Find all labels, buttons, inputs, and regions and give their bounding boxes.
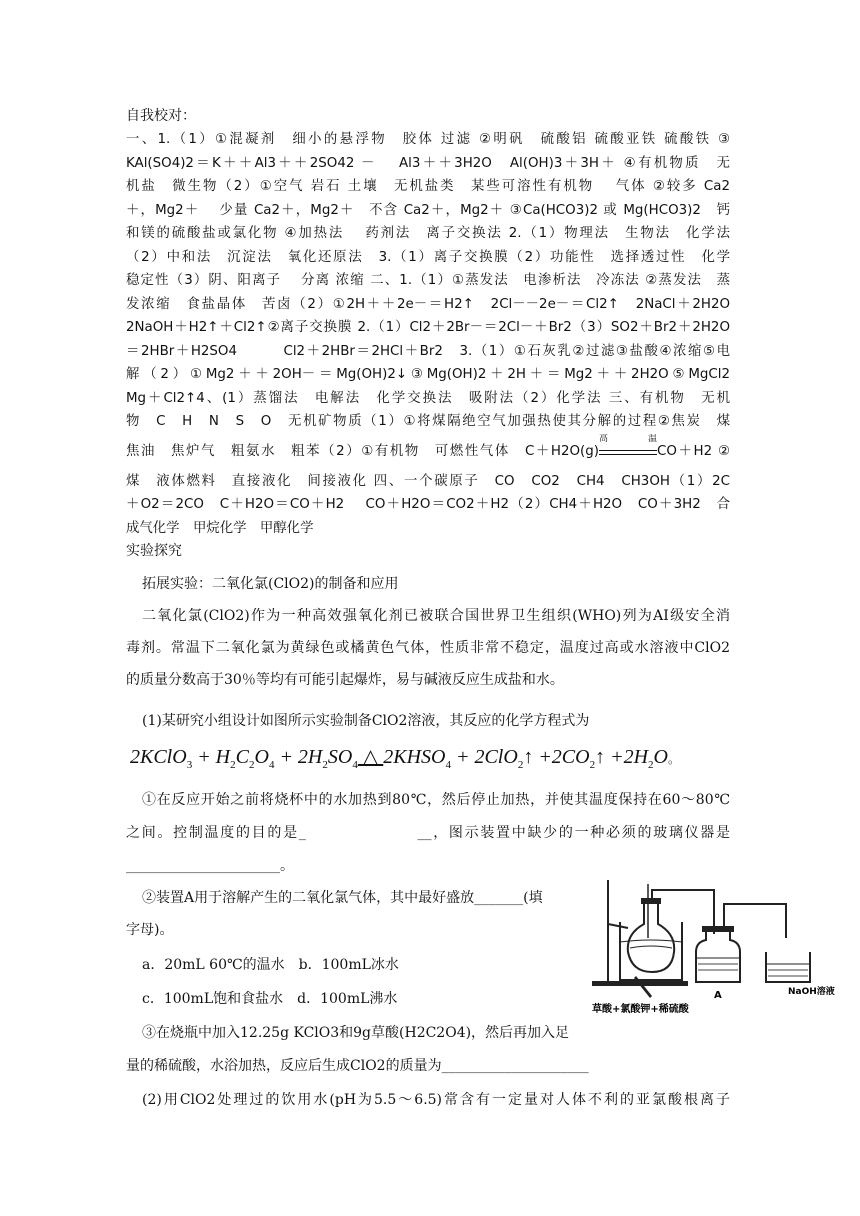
intro-line: 毒剂。常温下二氧化氯为黄绿色或橘黄色气体，性质非常不稳定，温度过高或水溶液中ClO2 xyxy=(126,640,730,656)
answer-line-equation xyxy=(126,434,730,470)
answer-key-heading: 自我校对： xyxy=(126,108,196,124)
question-1a-line: ______________________。 xyxy=(126,858,294,874)
answer-line: 一、1.（1）①混凝剂 细小的悬浮物 胶体 过滤 ②明矾 硫酸铝 硫酸亚铁 硫酸铁 ③ xyxy=(126,132,730,147)
answer-line: 机盐 微生物（2）①空气 岩石 土壤 无机盐类 某些可溶性有机物 气体 ②较多 Ca2 xyxy=(126,179,730,194)
question-2-line: (2)用ClO2处理过的饮用水(pH为5.5～6.5)常含有一定量对人体不利的亚氯酸根离子 xyxy=(142,1092,730,1108)
intro-line: 的质量分数高于30％等均有可能引起爆炸，易与碱液反应生成盐和水。 xyxy=(126,672,564,688)
reaction-equation: 2KClO$_3$ + $H_2C_2O_4 + 2H_2SO_4$ △ $2KHSO_4$ + 2ClO$_2$↑ $+2CO_2↑ +2H_2O$。 xyxy=(130,746,681,771)
answer-equation-rhs: CO＋H2 ② xyxy=(657,443,730,459)
answer-line: 发浓缩 食盐晶体 苦卤（2）①2H＋＋2e－＝H2↑ 2Cl－－2e－＝Cl2↑ 2NaCl＋2H2O xyxy=(126,296,730,312)
answer-line: 2NaOH＋H2↑＋Cl2↑②离子交换膜 2.（1）Cl2＋2Br－＝2Cl－＋Br2（3）SO2＋Br2＋2H2O xyxy=(126,320,730,335)
answer-line: ＝2HBr＋H2SO4 Cl2＋2HBr＝2HCl＋Br2 3.（1）①石灰乳②过滤③盐酸④浓缩⑤电 xyxy=(126,343,730,359)
question-1-intro: (1)某研究小组设计如图所示实验制备ClO2溶液，其反应的化学方程式为 xyxy=(142,713,590,729)
answer-line: 稳定性（3）阴、阳离子 分离 浓缩 二、1.（1）①蒸发法 电渗析法 冷冻法 ②蒸发法 蒸 xyxy=(126,273,730,288)
naoh-solution-label: NaOH溶液 xyxy=(788,987,835,997)
question-1b-line: ②装置A用于溶解产生的二氧化氯气体，其中最好盛放_______(填 xyxy=(142,890,543,906)
apparatus-figure xyxy=(590,878,852,1020)
section-title: 实验探究 xyxy=(126,543,182,559)
option-line: c．100mL饱和食盐水 d．100mL沸水 xyxy=(142,991,398,1007)
answer-line: 物 C H N S O 无机矿物质（1）①将煤隔绝空气加强热使其分解的过程②焦炭 煤 xyxy=(126,414,730,429)
option-line: a．20mL 60℃的温水 b．100mL冰水 xyxy=(142,957,399,973)
question-1a-line: 之间。控制温度的目的是_ __，图示装置中缺少的一种必须的玻璃仪器是 xyxy=(126,825,730,841)
question-1c-line: 量的稀硫酸，水浴加热，反应后生成ClO2的质量为_____________________ xyxy=(126,1058,589,1074)
answer-line: 成气化学 甲烷化学 甲醇化学 xyxy=(126,520,314,536)
question-1b-line: 字母)。 xyxy=(126,922,174,938)
bottle-a-label: A xyxy=(714,990,722,1001)
answer-line: Mg＋Cl2↑4、(1）蒸馏法 电解法 化学交换法 吸附法（2）化学法 三、有机物 无机 xyxy=(126,390,730,406)
answer-line: 和镁的硫酸盐或氯化物 ④加热法 药剂法 离子交换法 2.（1）物理法 生物法 化学法 xyxy=(126,226,730,241)
heat-symbol: △ xyxy=(357,746,384,768)
answer-equation-lhs: 焦油 焦炉气 粗氨水 粗苯（2）①有机物 可燃性气体 C＋H2O(g) xyxy=(126,443,600,459)
answer-line: KAl(SO4)2＝K＋＋Al3＋＋2SO42 － Al3＋＋3H2O Al(OH)3＋3H＋ ④有机物质 无 xyxy=(126,155,730,171)
experiment-subtitle: 拓展实验：二氧化氯(ClO2)的制备和应用 xyxy=(142,576,399,592)
answer-line: ＋，Mg2＋ 少量 Ca2＋，Mg2＋ 不含 Ca2＋，Mg2＋ ③Ca(HCO3)2 或 Mg(HCO3)2 钙 xyxy=(126,202,730,218)
flask-contents-label: 草酸+氯酸钾+稀硫酸 xyxy=(592,1004,689,1015)
reaction-condition: 高温 xyxy=(599,433,658,444)
answer-line: （2）中和法 沉淀法 氧化还原法 3.（1）离子交换膜（2）功能性 选择透过性 化学 xyxy=(126,249,730,265)
question-1c-line: ③在烧瓶中加入12.25g KClO3和9g草酸(H2C2O4)，然后再加入足 xyxy=(142,1025,570,1041)
high-temperature-arrow xyxy=(599,433,658,455)
answer-line: ＋O2＝2CO C＋H2O＝CO＋H2 CO＋H2O＝CO2＋H2（2）CH4＋H2O CO＋3H2 合 xyxy=(126,497,730,512)
answer-key xyxy=(126,104,730,540)
answer-line: 煤 液体燃料 直接液化 间接液化 四、一个碳原子 CO CO2 CH4 CH3OH（1）2C xyxy=(126,473,730,489)
question-1a-line: ①在反应开始之前将烧杯中的水加热到80℃，然后停止加热，并使其温度保持在60～80℃ xyxy=(142,792,730,808)
intro-line: 二氧化氯(ClO2)作为一种高效强氧化剂已被联合国世界卫生组织(WHO)列为AI级安全消 xyxy=(142,608,730,624)
answer-line: 解（2）①Mg2＋＋2OH－＝Mg(OH)2↓③Mg(OH)2＋2H＋＝Mg2＋＋2H2O⑤MgCl2 xyxy=(126,367,730,382)
